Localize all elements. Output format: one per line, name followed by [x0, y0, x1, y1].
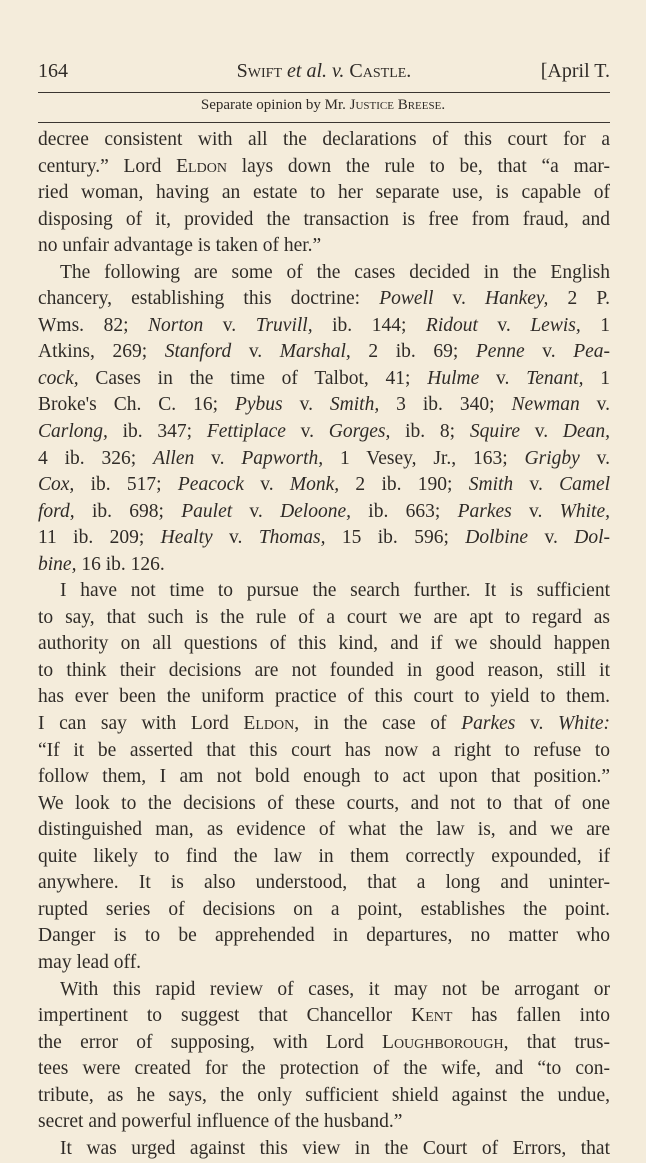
- case-name: Gorges,: [328, 421, 391, 443]
- text-line: [38, 1136, 610, 1163]
- case-name: Dean,: [562, 421, 611, 443]
- text-run: rupted series of decisions on a point, establishes the point.: [38, 898, 610, 920]
- case-name: Penne: [475, 341, 525, 363]
- text-run: v.: [528, 527, 575, 549]
- text-line: [38, 977, 610, 1004]
- text-run: 2 ib. 69;: [350, 341, 476, 363]
- text-run: Atkins, 269;: [38, 341, 165, 363]
- text-run: secret and powerful influence of the husband.”: [38, 1111, 403, 1133]
- page-number: 164: [38, 60, 68, 82]
- case-title-part: Swift: [236, 60, 288, 82]
- text-line: [38, 313, 610, 340]
- text-run: quite likely to find the law in them correctly expounded, if: [38, 845, 610, 867]
- text-run: impertinent to suggest that Chancellor: [38, 1005, 412, 1027]
- text-line: [38, 339, 610, 366]
- case-name: Parkes: [457, 500, 512, 522]
- text-run: disposing of it, provided the transaction is free from fraud, and: [38, 208, 610, 230]
- case-name: Marshal,: [279, 341, 351, 363]
- case-name: Fettiplace: [206, 421, 286, 443]
- text-run: may lead off.: [38, 951, 142, 973]
- text-run: Broke's Ch. C. 16;: [38, 394, 235, 416]
- text-line: [38, 791, 610, 818]
- text-line: [38, 1030, 610, 1057]
- text-run: has ever been the uniform practice of this court to yield to them.: [38, 686, 610, 708]
- text-run: The following are some of the cases decided in the English: [60, 261, 610, 283]
- case-name: Hankey,: [485, 288, 549, 310]
- text-run: 4 ib. 326;: [38, 447, 154, 469]
- text-line: [38, 844, 610, 871]
- case-name: Thomas,: [258, 527, 326, 549]
- text-run: 11 ib. 209;: [38, 527, 161, 549]
- case-name: Monk,: [289, 474, 340, 496]
- text-run: Wms. 82;: [38, 314, 149, 336]
- text-run: 15 ib. 596;: [325, 527, 466, 549]
- text-run: v.: [285, 421, 329, 443]
- text-line: [38, 1109, 610, 1136]
- subheader-rule: [38, 122, 610, 123]
- case-name: Deloone,: [280, 500, 351, 522]
- case-name: Newman: [511, 394, 580, 416]
- text-run: v.: [212, 527, 259, 549]
- case-name: Smith: [468, 474, 514, 496]
- text-line: [38, 711, 610, 738]
- text-run: ib. 347;: [107, 421, 207, 443]
- text-run: v.: [479, 367, 527, 389]
- proper-name: Eldon: [176, 155, 227, 177]
- case-name: White,: [559, 500, 610, 522]
- text-run: follow them, I am not bold enough to act upon that position.”: [38, 766, 610, 788]
- case-name: Cox,: [38, 474, 75, 496]
- case-name: Camel: [559, 474, 611, 496]
- text-run: We look to the decisions of these courts, and not to that of one: [38, 792, 610, 814]
- case-name: Allen: [153, 447, 195, 469]
- text-line: [38, 207, 610, 234]
- case-name: bine,: [38, 553, 77, 575]
- text-line: [38, 472, 610, 499]
- running-header: [38, 60, 610, 90]
- text-run: ried woman, having an estate to her separate use, is capable of: [38, 182, 610, 204]
- case-name: Peacock: [177, 474, 244, 496]
- text-line: [38, 764, 610, 791]
- case-name: Pea-: [573, 341, 611, 363]
- case-name: Healty: [160, 527, 213, 549]
- case-name: ford,: [38, 500, 75, 522]
- text-run: v.: [231, 341, 280, 363]
- case-name: Norton: [148, 314, 204, 336]
- text-line: [38, 950, 610, 977]
- text-line: [38, 552, 610, 579]
- text-run: tees were created for the protection of the wife, and “to con-: [38, 1058, 610, 1080]
- opinion-text: [38, 127, 610, 1162]
- text-line: [38, 1083, 610, 1110]
- text-line: [38, 286, 610, 313]
- case-title-part: Castle.: [344, 60, 412, 82]
- case-name: Grigby: [524, 447, 580, 469]
- text-line: [38, 154, 610, 181]
- case-name: Smith,: [329, 394, 380, 416]
- text-run: that trus-: [508, 1031, 610, 1053]
- text-run: ib. 663;: [351, 500, 458, 522]
- text-run: v.: [282, 394, 330, 416]
- text-line: [38, 392, 610, 419]
- text-run: 1: [583, 367, 611, 389]
- text-run: tribute, as he says, the only sufficient shield against the undue,: [38, 1084, 610, 1106]
- text-run: v.: [520, 421, 563, 443]
- text-run: the error of supposing, with Lord: [38, 1031, 383, 1053]
- text-run: v.: [194, 447, 242, 469]
- text-run: to say, that such is the rule of a court we are apt to regard as: [38, 606, 610, 628]
- text-run: Cases in the time of Talbot, 41;: [78, 367, 428, 389]
- text-run: 16 ib. 126.: [76, 553, 165, 575]
- case-name: Pybus: [234, 394, 283, 416]
- text-run: in the case of: [299, 713, 462, 735]
- case-name: Papworth,: [241, 447, 324, 469]
- text-line: [38, 658, 610, 685]
- proper-name: Kent: [411, 1005, 453, 1027]
- text-run: authority on all questions of this kind, and if we should happen: [38, 633, 610, 655]
- text-run: ib. 517;: [74, 474, 178, 496]
- case-name: Carlong,: [38, 421, 108, 443]
- text-run: 2 ib. 190;: [339, 474, 469, 496]
- text-run: anywhere. It is also understood, that a long and uninter-: [38, 872, 610, 894]
- case-name: Powell: [379, 288, 434, 310]
- case-title-part: et al. v.: [287, 60, 345, 82]
- text-line: [38, 260, 610, 287]
- proper-name: Eldon,: [243, 713, 300, 735]
- text-run: ib. 698;: [74, 500, 182, 522]
- subheader-text: Separate opinion by Mr.: [200, 97, 350, 113]
- text-run: century.” Lord: [38, 155, 177, 177]
- text-run: Danger is to be apprehended in departures, no matter who: [38, 925, 610, 947]
- text-run: ib. 144;: [312, 314, 426, 336]
- text-run: v.: [203, 314, 256, 336]
- case-name: Ridout: [425, 314, 478, 336]
- text-run: v.: [477, 314, 531, 336]
- text-run: v.: [511, 500, 560, 522]
- case-title: [38, 60, 610, 83]
- case-name: Squire: [469, 421, 521, 443]
- text-run: 1: [580, 314, 610, 336]
- case-name: Lewis,: [530, 314, 581, 336]
- text-run: v.: [579, 394, 611, 416]
- text-line: [38, 578, 610, 605]
- text-run: lays down the rule to be, that “a mar-: [226, 155, 610, 177]
- text-line: [38, 1003, 610, 1030]
- text-line: [38, 1056, 610, 1083]
- text-line: [38, 605, 610, 632]
- subheader-justice: Justice Breese.: [349, 97, 446, 113]
- text-line: [38, 817, 610, 844]
- text-line: [38, 499, 610, 526]
- text-line: [38, 870, 610, 897]
- text-run: no unfair advantage is taken of her.”: [38, 235, 322, 257]
- text-run: decree consistent with all the declarations of this court for a: [38, 129, 610, 150]
- text-run: 3 ib. 340;: [379, 394, 512, 416]
- text-run: has fallen into: [452, 1005, 610, 1027]
- text-run: v.: [433, 288, 486, 310]
- text-line: [38, 923, 610, 950]
- text-run: v.: [513, 474, 560, 496]
- text-line: [38, 631, 610, 658]
- text-run: ib. 8;: [390, 421, 470, 443]
- text-run: to think their decisions are not founded in good reason, still it: [38, 659, 610, 681]
- text-run: With this rapid review of cases, it may not be arrogant or: [60, 978, 610, 1000]
- text-run: It was urged against this view in the Court of Errors, that: [60, 1137, 610, 1159]
- text-line: [38, 897, 610, 924]
- text-run: 2 P.: [548, 288, 610, 310]
- text-run: chancery, establishing this doctrine:: [38, 288, 380, 310]
- case-name: Dolbine: [465, 527, 529, 549]
- text-line: [38, 233, 610, 260]
- text-line: [38, 366, 610, 393]
- case-name: Truvill,: [255, 314, 313, 336]
- text-run: v.: [243, 474, 290, 496]
- case-name: White:: [558, 713, 611, 735]
- text-run: I have not time to pursue the search further. It is sufficient: [60, 580, 610, 602]
- text-run: v.: [232, 500, 281, 522]
- proper-name: Loughborough,: [382, 1031, 509, 1053]
- text-run: v.: [524, 341, 574, 363]
- term: [April T.: [540, 60, 610, 82]
- text-run: “If it be asserted that this court has now a right to refuse to: [38, 739, 610, 761]
- text-line: [38, 419, 610, 446]
- case-name: Paulet: [181, 500, 233, 522]
- text-run: 1 Vesey, Jr., 163;: [323, 447, 525, 469]
- case-name: Stanford: [164, 341, 232, 363]
- text-line: [38, 127, 610, 154]
- text-run: v.: [515, 713, 559, 735]
- text-run: distinguished man, as evidence of what the law is, and we are: [38, 819, 610, 841]
- case-name: Hulme: [427, 367, 480, 389]
- case-name: Tenant,: [526, 367, 584, 389]
- case-name: Parkes: [461, 713, 516, 735]
- case-name: cock,: [38, 367, 79, 389]
- text-run: v.: [579, 447, 611, 469]
- text-line: [38, 684, 610, 711]
- case-name: Dol-: [574, 527, 610, 549]
- text-run: I can say with Lord: [38, 713, 244, 735]
- text-line: [38, 446, 610, 473]
- opinion-subheader: [0, 97, 646, 114]
- header-rule: [38, 92, 610, 93]
- text-line: [38, 180, 610, 207]
- text-line: [38, 738, 610, 765]
- text-line: [38, 525, 610, 552]
